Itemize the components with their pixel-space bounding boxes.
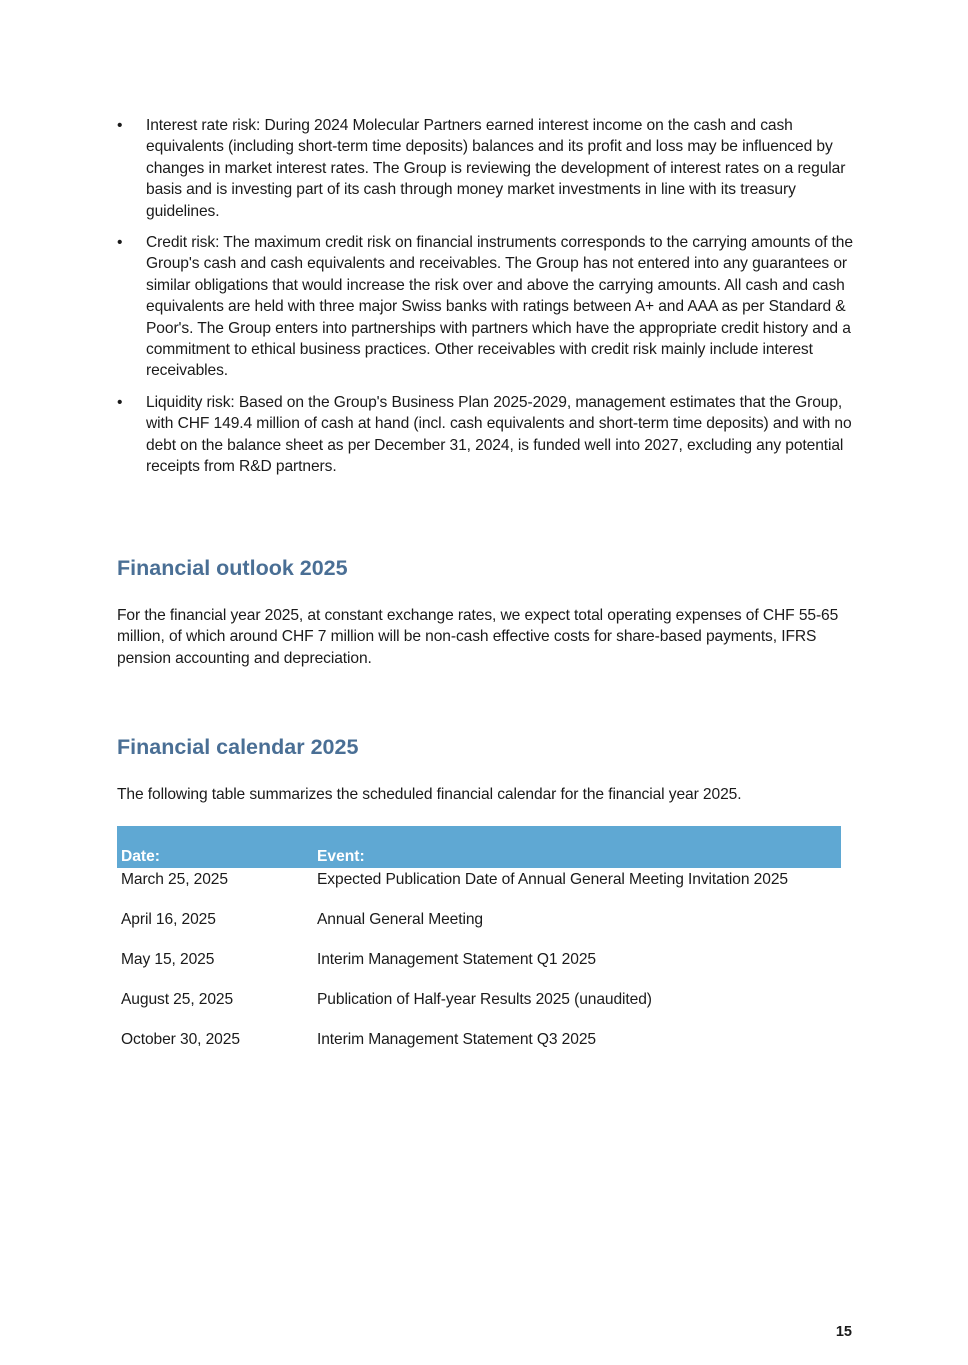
risk-text: Credit risk: The maximum credit risk on financial instruments corresponds to the carrying amounts of the Group's cash and cash equivalents and receivables. The Group has not entered into any guarantees or similar obligations that would increase the risk over and above the carrying amounts. All cash and cash equivalents are held with three major Swiss banks with ratings between A+ and AAA as per Standard & Poor's. The Group enters into partnerships with partners which have the appropriate credit history and a commitment to ethical business practices. Other receivables with credit risk mainly include interest receivables. xyxy=(146,234,853,380)
risk-text: Interest rate risk: During 2024 Molecular Partners earned interest income on the cash and cash equivalents (including short-term time deposits) balances and its profit and loss may be influenced by changes in market interest rates. The Group is reviewing the development of interest rates on a regular basis and is investing part of its cash through money market investments in line with its treasury guidelines. xyxy=(146,117,846,220)
calendar-table xyxy=(117,826,841,1068)
event-date: August 25, 2025 xyxy=(121,991,234,1008)
table-row xyxy=(117,1028,841,1068)
event-description: Expected Publication Date of Annual General Meeting Invitation 2025 xyxy=(317,871,788,888)
risk-item-interest-rate xyxy=(117,115,857,222)
table-row xyxy=(117,908,841,948)
date-column-header: Date: xyxy=(117,826,313,868)
outlook-heading: Financial outlook 2025 xyxy=(117,556,348,580)
table-row xyxy=(117,988,841,1028)
table-row xyxy=(117,868,841,908)
risk-list xyxy=(117,115,857,488)
risk-item-credit xyxy=(117,232,857,382)
event-description: Interim Management Statement Q3 2025 xyxy=(317,1031,596,1048)
page-number: 15 xyxy=(835,1324,852,1340)
bullet-marker: • xyxy=(117,117,123,134)
event-date: March 25, 2025 xyxy=(121,871,228,888)
calendar-heading: Financial calendar 2025 xyxy=(117,735,359,759)
bullet-marker: • xyxy=(117,234,123,252)
bullet-marker: • xyxy=(117,393,123,411)
risk-item-liquidity xyxy=(117,392,857,478)
event-date: May 15, 2025 xyxy=(121,951,215,968)
event-date: October 30, 2025 xyxy=(121,1031,240,1048)
event-date: April 16, 2025 xyxy=(121,911,216,928)
table-header-row xyxy=(117,826,841,868)
table-row xyxy=(117,948,841,988)
event-description: Interim Management Statement Q1 2025 xyxy=(317,951,596,968)
event-description: Annual General Meeting xyxy=(317,911,483,928)
event-description: Publication of Half-year Results 2025 (unaudited) xyxy=(317,991,652,1008)
calendar-intro: The following table summarizes the scheduled financial calendar for the financial year 2025. xyxy=(117,786,742,803)
event-column-header: Event: xyxy=(313,826,841,868)
risk-text: Liquidity risk: Based on the Group's Business Plan 2025-2029, management estimates that the Group, with CHF 149.4 million of cash at hand (incl. cash equivalents and short-term time deposits) and with no debt on the balance sheet as per December 31, 2024, is funded well into 2027, excluding any potential receipts from R&D partners. xyxy=(146,393,852,476)
outlook-paragraph: For the financial year 2025, at constant exchange rates, we expect total operating expenses of CHF 55-65 million, of which around CHF 7 million will be non-cash effective costs for share-based payments, IFRS pension accounting and depreciation. xyxy=(117,607,839,667)
